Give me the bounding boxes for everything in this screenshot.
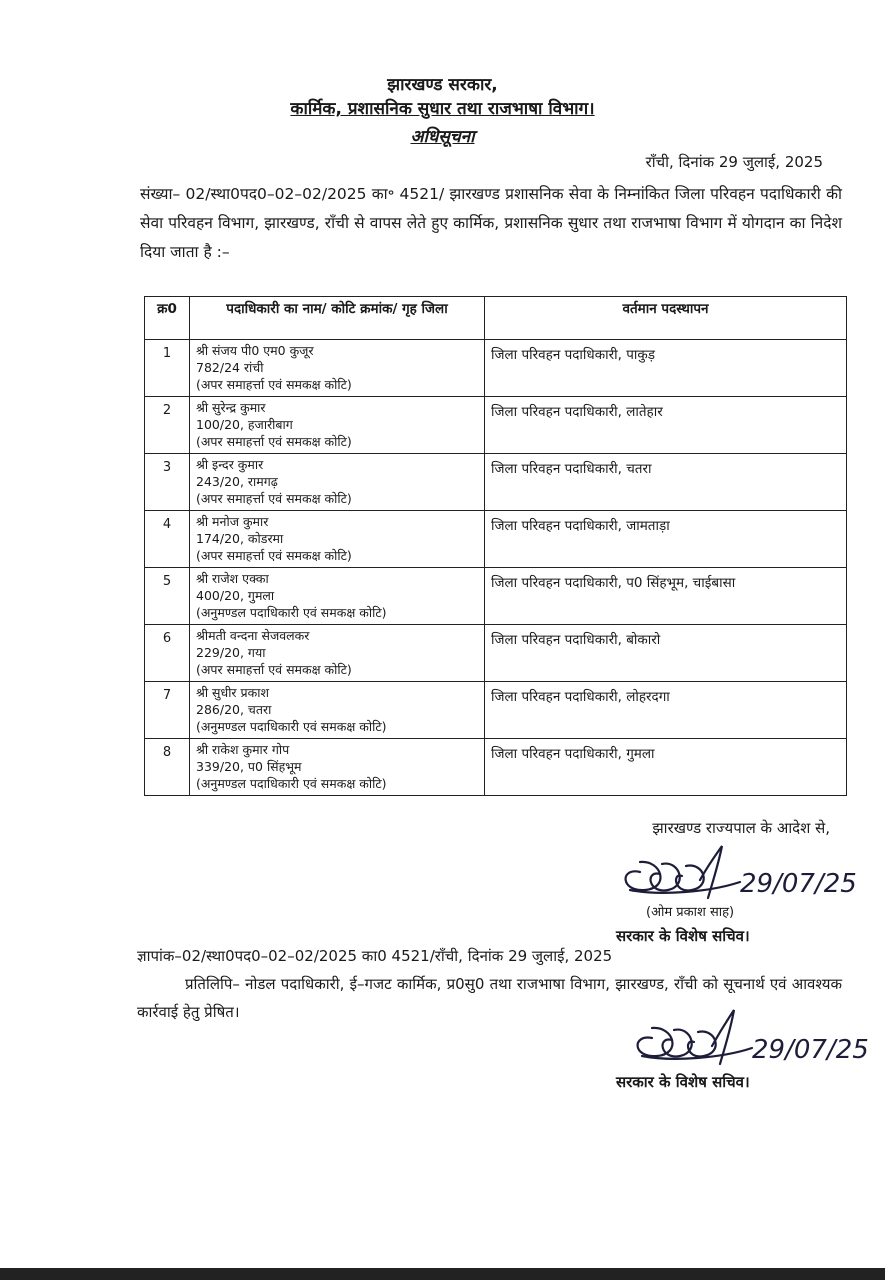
officer-category: (अपर समाहर्त्ता एवं समकक्ष कोटि) <box>196 434 352 449</box>
row-posting: जिला परिवहन पदाधिकारी, प0 सिंहभूम, चाईबासा <box>485 568 847 625</box>
officers-table <box>144 296 847 796</box>
memo-number: ज्ञापांक–02/स्था0पद0–02–02/2025 का0 4521/राँची, दिनांक 29 जुलाई, 2025 <box>137 947 613 965</box>
notification-date: राँची, दिनांक 29 जुलाई, 2025 <box>645 153 823 171</box>
officer-name: श्री संजय पी0 एम0 कुजूर <box>196 343 314 358</box>
header-posting: वर्तमान पदस्थापन <box>485 297 847 340</box>
row-serial: 1 <box>145 340 190 397</box>
row-posting: जिला परिवहन पदाधिकारी, बोकारो <box>485 625 847 682</box>
officer-category: (अपर समाहर्त्ता एवं समकक्ष कोटि) <box>196 548 352 563</box>
row-posting: जिला परिवहन पदाधिकारी, गुमला <box>485 739 847 796</box>
row-serial: 4 <box>145 511 190 568</box>
officer-category: (अपर समाहर्त्ता एवं समकक्ष कोटि) <box>196 662 352 677</box>
officer-name: श्री मनोज कुमार <box>196 514 269 529</box>
signature-date-2: 29/07/25 <box>752 1035 869 1065</box>
copy-signatory-designation: सरकार के विशेष सचिव। <box>616 1073 750 1091</box>
officer-code: 243/20, रामगढ़ <box>196 474 278 489</box>
row-serial: 2 <box>145 397 190 454</box>
copy-paragraph: प्रतिलिपि– नोडल पदाधिकारी, ई–गजट कार्मिक, प्र0सु0 तथा राजभाषा विभाग, झारखण्ड, राँची को सूचनार्थ एवं आवश्यक कार्रवाई हेतु प्रेषित। <box>137 975 842 1021</box>
govt-heading: झारखण्ड सरकार, <box>387 75 498 95</box>
department-heading-text: कार्मिक, प्रशासनिक सुधार तथा राजभाषा विभाग। <box>290 99 595 119</box>
table-row <box>145 340 847 397</box>
table-row <box>145 625 847 682</box>
department-heading <box>0 96 885 119</box>
officer-code: 339/20, प0 सिंहभूम <box>196 759 302 774</box>
table-row <box>145 568 847 625</box>
officer-code: 286/20, चतरा <box>196 702 272 717</box>
table-row <box>145 682 847 739</box>
officer-code: 174/20, कोडरमा <box>196 531 284 546</box>
table-row <box>145 397 847 454</box>
order-line: झारखण्ड राज्यपाल के आदेश से, <box>652 819 830 837</box>
row-posting: जिला परिवहन पदाधिकारी, पाकुड़ <box>485 340 847 397</box>
header-serial: क्र0 <box>145 297 190 340</box>
bottom-edge <box>0 1268 885 1280</box>
signatory-designation: सरकार के विशेष सचिव। <box>616 927 750 945</box>
row-serial: 7 <box>145 682 190 739</box>
row-officer <box>190 397 485 454</box>
intro-paragraph: संख्या– 02/स्था0पद0–02–02/2025 का॰ 4521/ झारखण्ड प्रशासनिक सेवा के निम्नांकित जिला परिवहन पदाधिकारी की सेवा परिवहन विभाग, झारखण्ड, राँची से वापस लेते हुए कार्मिक, प्रशासनिक सुधार तथा राजभाषा विभाग में योगदान का निदेश दिया जाता है :– <box>140 185 843 261</box>
row-posting: जिला परिवहन पदाधिकारी, लातेहार <box>485 397 847 454</box>
row-serial: 3 <box>145 454 190 511</box>
officer-name: श्री सुरेन्द्र कुमार <box>196 400 266 415</box>
officer-category: (अपर समाहर्त्ता एवं समकक्ष कोटि) <box>196 377 352 392</box>
row-officer <box>190 340 485 397</box>
row-posting: जिला परिवहन पदाधिकारी, लोहरदगा <box>485 682 847 739</box>
officer-name: श्री सुधीर प्रकाश <box>196 685 269 700</box>
header-officer: पदाधिकारी का नाम/ कोटि क्रमांक/ गृह जिला <box>190 297 485 340</box>
officer-code: 100/20, हजारीबाग <box>196 417 293 432</box>
row-officer <box>190 454 485 511</box>
officer-category: (अनुमण्डल पदाधिकारी एवं समकक्ष कोटि) <box>196 776 387 791</box>
officer-code: 782/24 रांची <box>196 360 264 375</box>
table-header-row <box>145 297 847 340</box>
row-officer <box>190 739 485 796</box>
officer-name: श्री राजेश एक्का <box>196 571 269 586</box>
row-officer <box>190 568 485 625</box>
signature-2 <box>612 1000 885 1078</box>
table-row <box>145 739 847 796</box>
notification-title-text: अधिसूचना <box>410 127 475 147</box>
officer-category: (अनुमण्डल पदाधिकारी एवं समकक्ष कोटि) <box>196 605 387 620</box>
signature-1 <box>600 832 885 912</box>
notification-title <box>0 124 885 147</box>
table-row <box>145 454 847 511</box>
officer-category: (अनुमण्डल पदाधिकारी एवं समकक्ष कोटि) <box>196 719 387 734</box>
signatory-name: (ओम प्रकाश साह) <box>646 905 735 920</box>
officer-code: 400/20, गुमला <box>196 588 275 603</box>
table-body <box>145 340 847 796</box>
officer-category: (अपर समाहर्त्ता एवं समकक्ष कोटि) <box>196 491 352 506</box>
officer-name: श्री इन्दर कुमार <box>196 457 264 472</box>
row-officer <box>190 625 485 682</box>
row-serial: 5 <box>145 568 190 625</box>
signature-date-1: 29/07/25 <box>740 869 857 899</box>
row-serial: 8 <box>145 739 190 796</box>
row-officer <box>190 511 485 568</box>
table-row <box>145 511 847 568</box>
officer-name: श्रीमती वन्दना सेजवलकर <box>196 628 310 643</box>
row-officer <box>190 682 485 739</box>
row-serial: 6 <box>145 625 190 682</box>
officer-code: 229/20, गया <box>196 645 266 660</box>
row-posting: जिला परिवहन पदाधिकारी, जामताड़ा <box>485 511 847 568</box>
officer-name: श्री राकेश कुमार गोप <box>196 742 290 757</box>
row-posting: जिला परिवहन पदाधिकारी, चतरा <box>485 454 847 511</box>
